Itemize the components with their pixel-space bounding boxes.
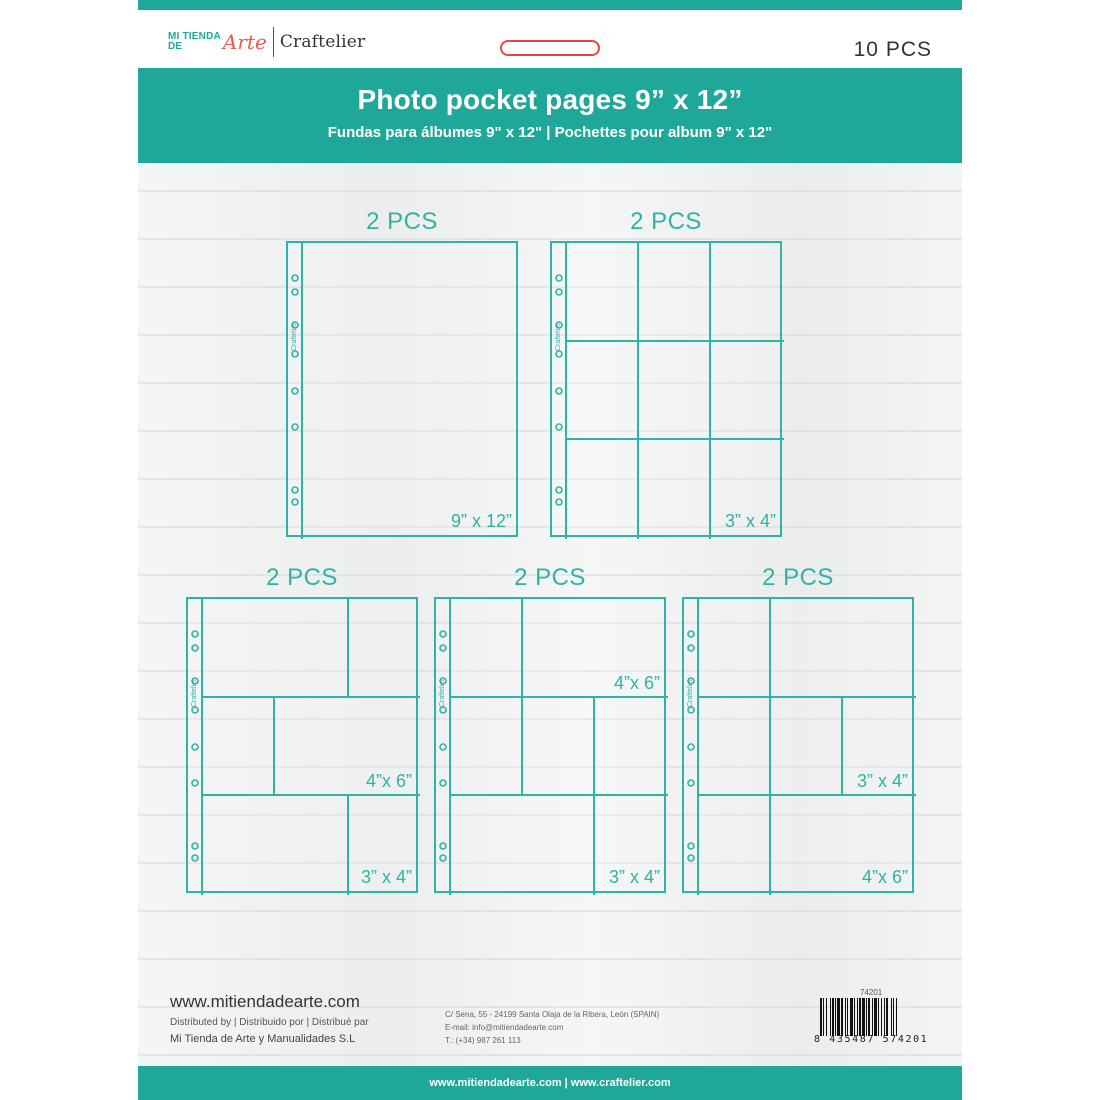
- title-band: [138, 68, 962, 163]
- pcs-label: 2 PCS: [266, 564, 338, 591]
- pocket-lines: [188, 599, 420, 895]
- sheet-brand: Craftelier: [291, 322, 298, 351]
- page-layout-2: [550, 208, 782, 538]
- footer-email: E-mail: info@mitiendadearte.com: [445, 1023, 564, 1032]
- header-bar: [138, 10, 962, 68]
- barcode-bar: [830, 998, 831, 1036]
- footer-url: www.mitiendadearte.com: [170, 992, 360, 1011]
- barcode-bar: [820, 998, 822, 1036]
- barcode-bar: [857, 998, 858, 1036]
- page-layout-3: [186, 564, 418, 894]
- pocket-lines: [552, 243, 784, 539]
- footer-distributed: Distributed by | Distribuido por | Distribué par: [170, 1017, 369, 1028]
- sheet-brand: Craftelier: [555, 322, 562, 351]
- pocket-sheet: [550, 241, 782, 537]
- brand-logo: [168, 24, 365, 60]
- logo-separator: [273, 27, 274, 57]
- logo-mi-tienda: [168, 32, 221, 52]
- barcode-bar: [886, 998, 888, 1036]
- footer-phone: T.: (+34) 987 261 113: [445, 1036, 521, 1045]
- footer-address-block: [445, 1008, 659, 1047]
- size-label: 4”x 6”: [613, 673, 660, 693]
- footer-address: C/ Sena, 55 - 24199 Santa Olaja de la Ribera, León (SPAIN): [445, 1010, 660, 1019]
- size-label: 4”x 6”: [861, 867, 908, 887]
- pcs-label: 2 PCS: [514, 564, 586, 591]
- barcode-bar: [874, 998, 877, 1036]
- page-layout-1: [286, 208, 518, 538]
- barcode-bar: [847, 998, 848, 1036]
- hanger-slot: [500, 40, 600, 56]
- barcode-bar: [862, 998, 865, 1036]
- logo-arte-text: Arte: [222, 30, 267, 54]
- pocket-lines: [684, 599, 916, 895]
- size-label: 4”x 6”: [365, 771, 412, 791]
- bottom-links-band: www.mitiendadearte.com | www.craftelier.com: [138, 1066, 962, 1100]
- size-label: 3” x 4”: [724, 511, 776, 531]
- barcode-bar: [835, 998, 836, 1036]
- barcode-bar: [859, 998, 861, 1036]
- size-label: 3” x 4”: [360, 867, 412, 887]
- product-card: [138, 0, 962, 1100]
- barcode-bar: [841, 998, 843, 1036]
- pocket-sheet: [434, 597, 666, 893]
- barcode-bar: [893, 998, 894, 1036]
- pocket-sheet: [286, 241, 518, 537]
- barcode-bar: [896, 998, 897, 1036]
- pocket-lines: [436, 599, 668, 895]
- logo-mi-text: MI TIENDA: [168, 31, 221, 42]
- page-layout-5: [682, 564, 914, 894]
- pocket-sheet: [186, 597, 418, 893]
- barcode-bar: [866, 998, 867, 1036]
- sheet-brand: Craftelier: [191, 678, 198, 707]
- logo-de-text: DE: [168, 41, 183, 52]
- pocket-sheet: [682, 597, 914, 893]
- size-label: 3” x 4”: [856, 771, 908, 791]
- barcode-bar: [872, 998, 873, 1036]
- barcode-bar: [845, 998, 846, 1036]
- barcode-bar: [868, 998, 870, 1036]
- sheet-brand: Craftelier: [687, 678, 694, 707]
- size-label: 3” x 4”: [608, 867, 660, 887]
- barcode-bar: [832, 998, 834, 1036]
- barcode-id: 74201: [860, 988, 883, 997]
- barcode-bar: [823, 998, 824, 1036]
- barcode-bar: [881, 998, 882, 1036]
- sheet-brand: Craftelier: [439, 678, 446, 707]
- barcode-bar: [826, 998, 827, 1036]
- footer-company: Mi Tienda de Arte y Manualidades S.L: [170, 1033, 356, 1045]
- size-label: 9” x 12”: [450, 511, 512, 531]
- pcs-label: 2 PCS: [630, 208, 702, 235]
- barcode-bar: [850, 998, 853, 1036]
- top-strip: [138, 0, 962, 10]
- total-pieces: 10 PCS: [853, 38, 932, 61]
- product-title: Photo pocket pages 9” x 12”: [357, 84, 743, 115]
- page-layout-4: [434, 564, 666, 894]
- barcode-bar: [884, 998, 885, 1036]
- barcode-bar: [854, 998, 855, 1036]
- barcode-number: 8 435487 574201: [814, 1034, 929, 1045]
- barcode-bar: [891, 998, 892, 1036]
- logo-craftelier-text: Craftelier: [279, 32, 366, 52]
- pcs-label: 2 PCS: [366, 208, 438, 235]
- barcode: [818, 998, 926, 1036]
- pcs-label: 2 PCS: [762, 564, 834, 591]
- barcode-bar: [837, 998, 840, 1036]
- pocket-lines: [288, 243, 520, 539]
- barcode-bar: [878, 998, 879, 1036]
- product-subtitle: Fundas para álbumes 9" x 12" | Pochettes pour album 9" x 12": [327, 124, 773, 141]
